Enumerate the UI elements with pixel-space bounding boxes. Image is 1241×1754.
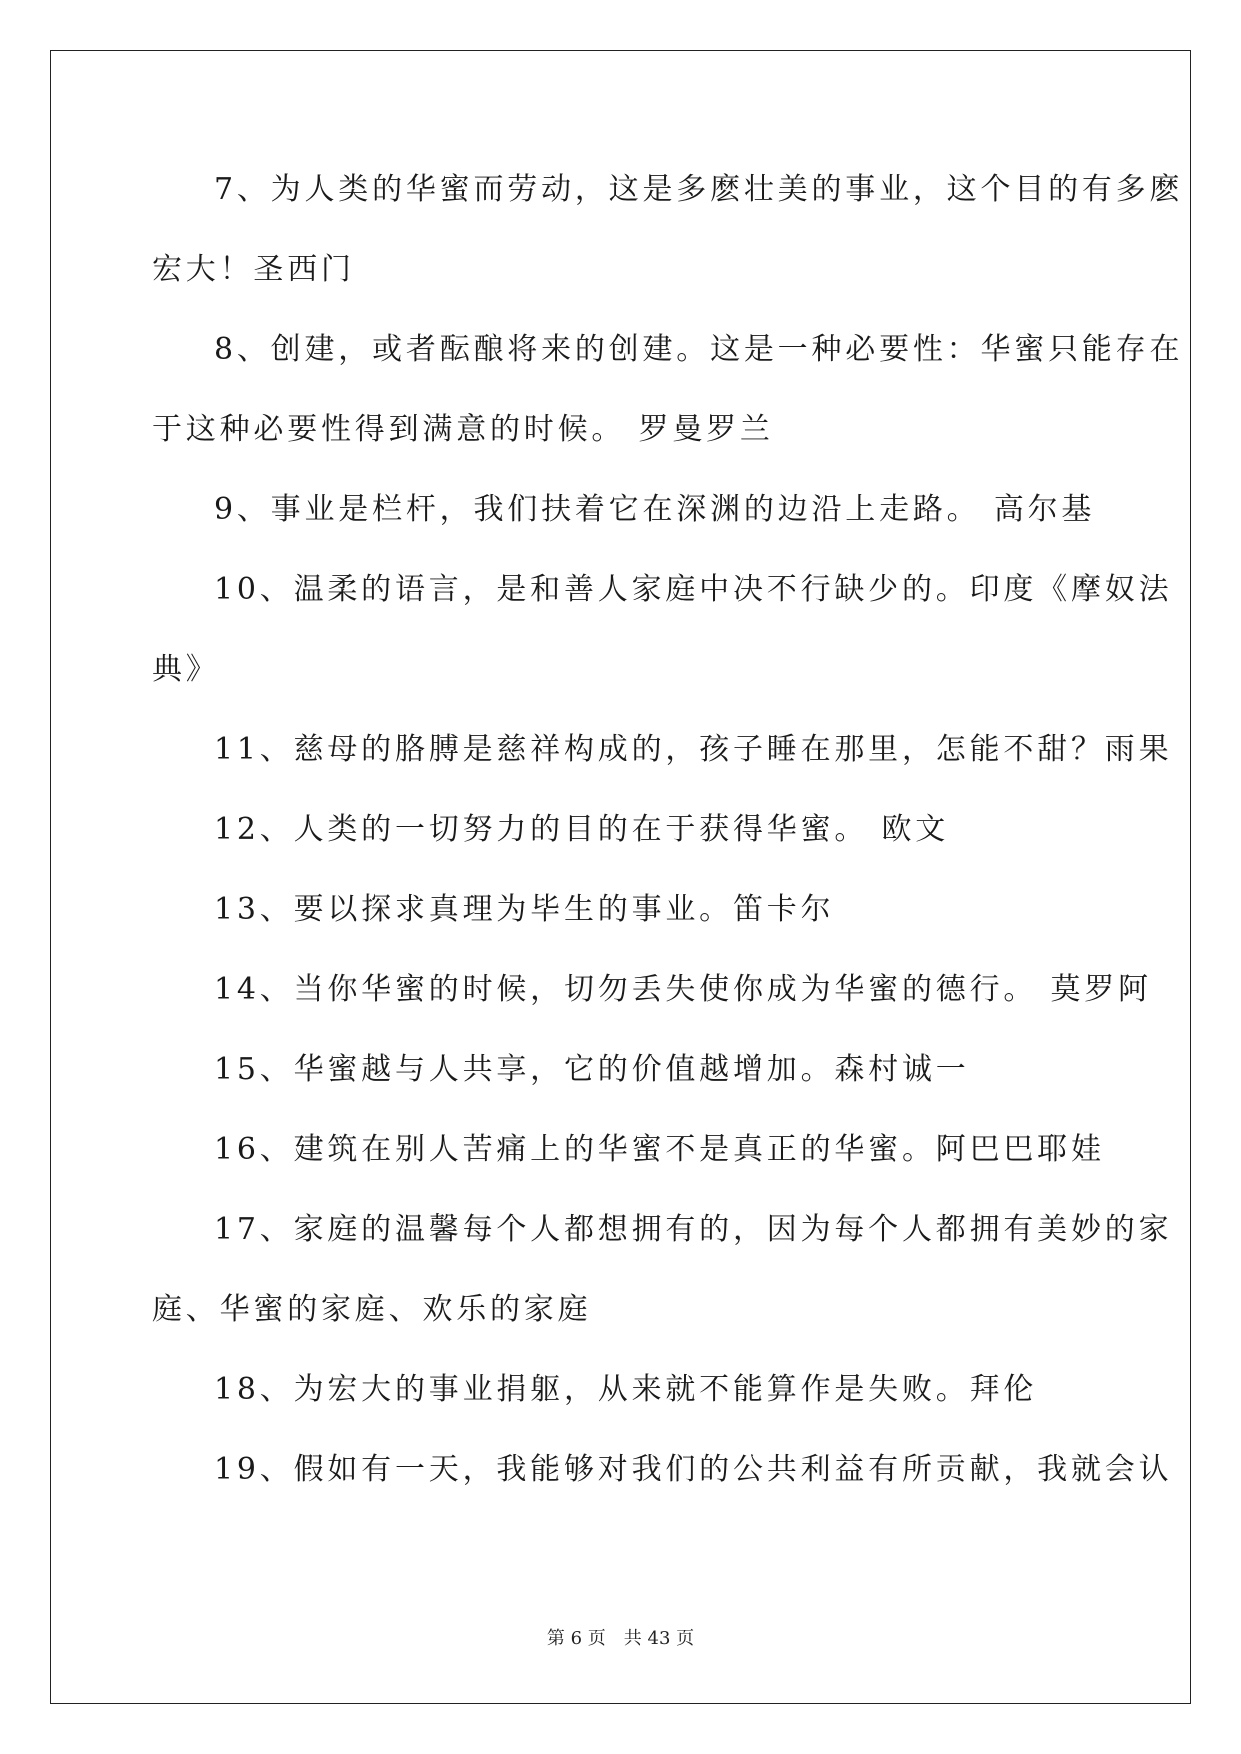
quote-8-line-1: 8、创建，或者酝酿将来的创建。这是一种必要性：华蜜只能存在 <box>214 332 1184 367</box>
quote-14: 14、当你华蜜的时候，切勿丢失使你成为华蜜的德行。 莫罗阿 <box>214 972 1152 1007</box>
quote-10-line-2: 典》 <box>152 652 220 687</box>
quote-11: 11、慈母的胳膊是慈祥构成的，孩子睡在那里，怎能不甜？雨果 <box>214 732 1173 767</box>
quote-19-line-1: 19、假如有一天，我能够对我们的公共利益有所贡献，我就会认 <box>214 1452 1173 1487</box>
quote-9: 9、事业是栏杆，我们扶着它在深渊的边沿上走路。 高尔基 <box>214 492 1096 527</box>
quote-8-line-2: 于这种必要性得到满意的时候。 罗曼罗兰 <box>152 412 774 447</box>
quote-18: 18、为宏大的事业捐躯，从来就不能算作是失败。拜伦 <box>214 1372 1038 1407</box>
quote-7-line-2: 宏大！圣西门 <box>152 252 355 287</box>
quote-7-line-1: 7、为人类的华蜜而劳动，这是多麽壮美的事业，这个目的有多麽 <box>214 172 1184 207</box>
quote-17-line-2: 庭、华蜜的家庭、欢乐的家庭 <box>152 1292 592 1327</box>
quote-12: 12、人类的一切努力的目的在于获得华蜜。 欧文 <box>214 812 950 847</box>
quote-17-line-1: 17、家庭的温馨每个人都想拥有的，因为每个人都拥有美妙的家 <box>214 1212 1173 1247</box>
page-footer <box>0 1624 1241 1650</box>
quote-13: 13、要以探求真理为毕生的事业。笛卡尔 <box>214 892 835 927</box>
quote-15: 15、华蜜越与人共享，它的价值越增加。森村诚一 <box>214 1052 970 1087</box>
current-page-number: 第 6 页 <box>546 1628 606 1649</box>
total-pages: 共 43 页 <box>623 1628 695 1649</box>
quote-16: 16、建筑在别人苦痛上的华蜜不是真正的华蜜。阿巴巴耶娃 <box>214 1132 1105 1167</box>
quote-10-line-1: 10、温柔的语言，是和善人家庭中决不行缺少的。印度《摩奴法 <box>214 572 1173 607</box>
